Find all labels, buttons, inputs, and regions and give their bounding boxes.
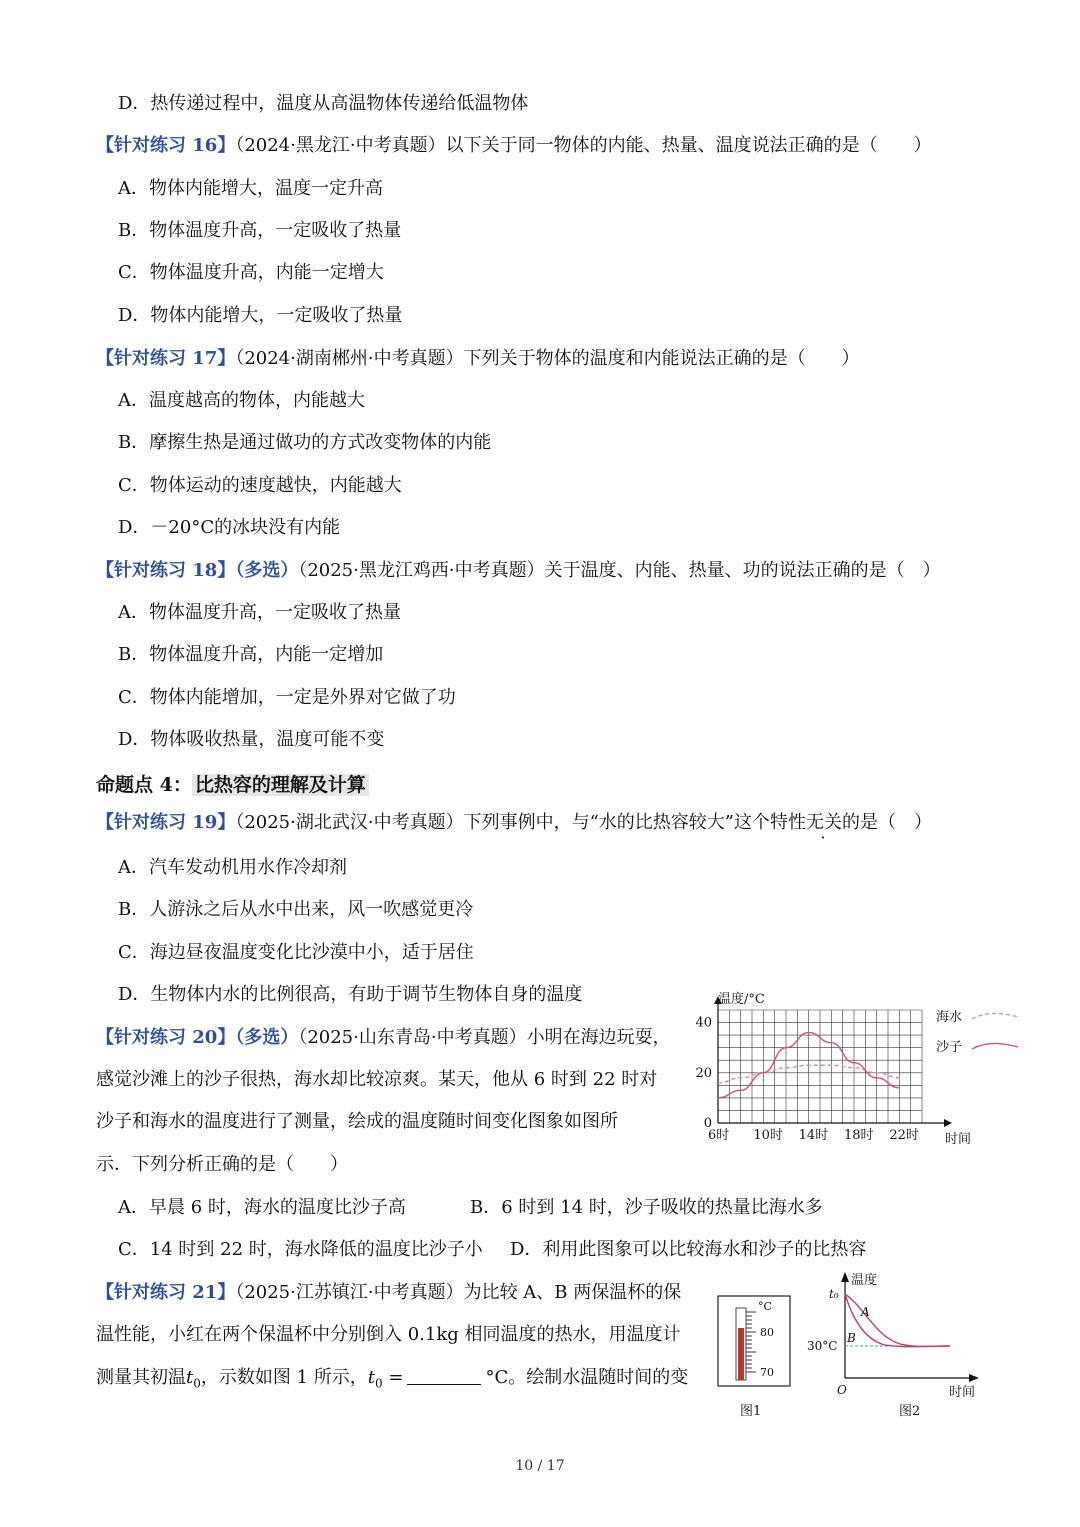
- q20-stem1: （2025·山东青岛·中考真题）小明在海边玩耍，: [298, 1027, 671, 1048]
- q21-stem3c: °C。绘制水温随时间的变: [485, 1367, 689, 1388]
- temperature-time-chart: [690, 985, 1030, 1155]
- q17-stem: [96, 347, 860, 371]
- x-tick-label: 22时: [889, 1128, 919, 1143]
- fig2-y-arrow: [841, 1272, 849, 1282]
- section-heading: [96, 770, 369, 797]
- q17-option-c: C．物体运动的速度越快，内能越大: [118, 475, 402, 496]
- q18-option-a: A．物体温度升高，一定吸收了热量: [118, 602, 401, 623]
- q16-stem: [96, 134, 932, 158]
- q16-stem-text: （2024·黑龙江·中考真题）以下关于同一物体的内能、热量、温度说法正确的是（ ）: [235, 135, 932, 156]
- q19-option-b: B．人游泳之后从水中出来，风一吹感觉更冷: [118, 899, 474, 920]
- q17-stem-text: （2024·湖南郴州·中考真题）下列关于物体的温度和内能说法正确的是（ ）: [235, 348, 860, 369]
- q17-tag: 【针对练习 17】: [96, 348, 236, 369]
- q21-stem-line1: [96, 1281, 681, 1305]
- x-axis-arrow: [944, 1119, 952, 1127]
- y-tick-label: 20: [695, 1065, 712, 1081]
- y-tick-label: 40: [695, 1015, 712, 1031]
- fig2-label-b: B: [847, 1331, 856, 1345]
- thermometer-liquid: [738, 1328, 744, 1380]
- q20-stem-line2: 感觉沙滩上的沙子很热，海水却比较凉爽。某天，他从 6 时到 22 时对: [96, 1069, 658, 1090]
- chart-ylabel: 温度/°C: [718, 992, 765, 1007]
- fig2-origin: O: [837, 1383, 847, 1397]
- q21-t0-sub: 0: [193, 1376, 201, 1391]
- y-tick-label: 0: [703, 1116, 712, 1131]
- figure2-cooling-graph: [805, 1268, 985, 1428]
- fig2-30c-label: 30°C: [807, 1339, 838, 1353]
- q19-stem-b: 的是（ ）: [841, 812, 932, 833]
- q18-option-c: C．物体内能增加，一定是外界对它做了功: [118, 687, 456, 708]
- q19-option-c: C．海边昼夜温度变化比沙漠中小，适于居住: [118, 942, 474, 963]
- q18-stem: [96, 559, 941, 583]
- q19-tag: 【针对练习 19】: [96, 812, 236, 833]
- q21-t0-sub-2: 0: [375, 1376, 383, 1391]
- q20-stem-line4: 示．下列分析正确的是（ ）: [96, 1154, 348, 1175]
- q19-stem: [96, 811, 932, 835]
- answer-blank[interactable]: [407, 1368, 481, 1385]
- q21-stem3a: 测量其初温: [96, 1367, 186, 1388]
- figure1-thermometer: [712, 1290, 802, 1430]
- q20-option-a: A．早晨 6 时，海水的温度比沙子高: [118, 1197, 406, 1218]
- fig2-curve-b: [845, 1294, 950, 1347]
- thermometer-unit: °C: [758, 1300, 772, 1313]
- thermometer-scale: [746, 1312, 756, 1372]
- legend-swatch: [972, 1013, 1018, 1019]
- q21-stem-line2: 温性能，小红在两个保温杯中分别倒入 0.1kg 相同温度的热水，用温度计: [96, 1324, 681, 1345]
- q19-option-d: D．生物体内水的比例很高，有助于调节生物体自身的温度: [118, 984, 583, 1005]
- q20-stem-line1: [96, 1026, 671, 1050]
- fig2-label-a: A: [861, 1305, 870, 1319]
- q21-stem3b: ，示数如图 1 所示，: [200, 1367, 368, 1388]
- q18-option-b: B．物体温度升高，内能一定增加: [118, 644, 384, 665]
- section-title: 比热容的理解及计算: [192, 774, 369, 796]
- q20-option-b: B．6 时到 14 时，沙子吸收的热量比海水多: [470, 1197, 823, 1218]
- q16-option-b: B．物体温度升高，一定吸收了热量: [118, 220, 402, 241]
- q20-option-d: D．利用此图象可以比较海水和沙子的比热容: [510, 1239, 867, 1260]
- q21-tag: 【针对练习 21】: [96, 1282, 236, 1303]
- q20-stem-line3: 沙子和海水的温度进行了测量，绘成的温度随时间变化图象如图所: [96, 1111, 618, 1132]
- q16-option-a: A．物体内能增大，温度一定升高: [118, 178, 383, 199]
- x-tick-label: 6时: [708, 1128, 730, 1143]
- q16-option-d: D．物体内能增大，一定吸收了热量: [118, 305, 403, 326]
- fig2-xlabel: 时间: [949, 1385, 976, 1400]
- q19-emphasis-word: 无关: [805, 812, 842, 833]
- fig2-curve-a: [845, 1294, 950, 1347]
- q17-option-d: D．－20°C的冰块没有内能: [118, 517, 341, 538]
- chart-axes: [714, 996, 952, 1127]
- x-tick-label: 10时: [753, 1128, 783, 1143]
- q21-equals: =: [388, 1367, 404, 1388]
- x-tick-label: 14时: [798, 1128, 829, 1143]
- page-number: 10 / 17: [515, 1458, 565, 1474]
- chart-xlabel: 时间: [945, 1132, 972, 1147]
- q18-stem-text: （2025·黑龙江鸡西·中考真题）关于温度、内能、热量、功的说法正确的是（ ）: [298, 560, 941, 581]
- q16-tag: 【针对练习 16】: [96, 135, 236, 156]
- fig2-x-arrow: [969, 1374, 979, 1382]
- section-prefix: 命题点 4：: [96, 774, 192, 796]
- q21-stem1: （2025·江苏镇江·中考真题）为比较 A、B 两保温杯的保: [235, 1282, 682, 1303]
- q18-option-d: D．物体吸收热量，温度可能不变: [118, 729, 385, 750]
- legend-label: 海水: [936, 1010, 963, 1025]
- legend-swatch: [972, 1043, 1018, 1049]
- fig2-ylabel: 温度: [851, 1273, 878, 1288]
- legend-label: 沙子: [936, 1040, 963, 1055]
- figure1-caption: 图1: [740, 1404, 762, 1419]
- q21-t0-symbol: t: [186, 1367, 194, 1388]
- q17-option-a: A．温度越高的物体，内能越大: [118, 390, 365, 411]
- q21-t0-symbol-2: t: [367, 1367, 376, 1388]
- chart-grid: [718, 1010, 922, 1123]
- q21-stem-line3: [96, 1366, 688, 1396]
- q20-option-c: C．14 时到 22 时，海水降低的温度比沙子小: [118, 1239, 483, 1260]
- q15-option-d: D．热传递过程中，温度从高温物体传递给低温物体: [118, 93, 529, 114]
- q20-tag: 【针对练习 20】（多选）: [96, 1027, 299, 1048]
- x-tick-label: 18时: [844, 1128, 874, 1143]
- q19-option-a: A．汽车发动机用水作冷却剂: [118, 857, 347, 878]
- thermometer-tick-80: 80: [760, 1326, 774, 1339]
- thermometer-tick-70: 70: [760, 1366, 774, 1379]
- fig2-t0-label: t₀: [829, 1287, 839, 1301]
- q19-stem-a: （2025·湖北武汉·中考真题）下列事例中，与“水的比热容较大”这个特性: [235, 812, 806, 833]
- q17-option-b: B．摩擦生热是通过做功的方式改变物体的内能: [118, 432, 492, 453]
- figure2-caption: 图2: [899, 1404, 921, 1419]
- q16-option-c: C．物体温度升高，内能一定增大: [118, 262, 384, 283]
- q18-tag: 【针对练习 18】（多选）: [96, 560, 299, 581]
